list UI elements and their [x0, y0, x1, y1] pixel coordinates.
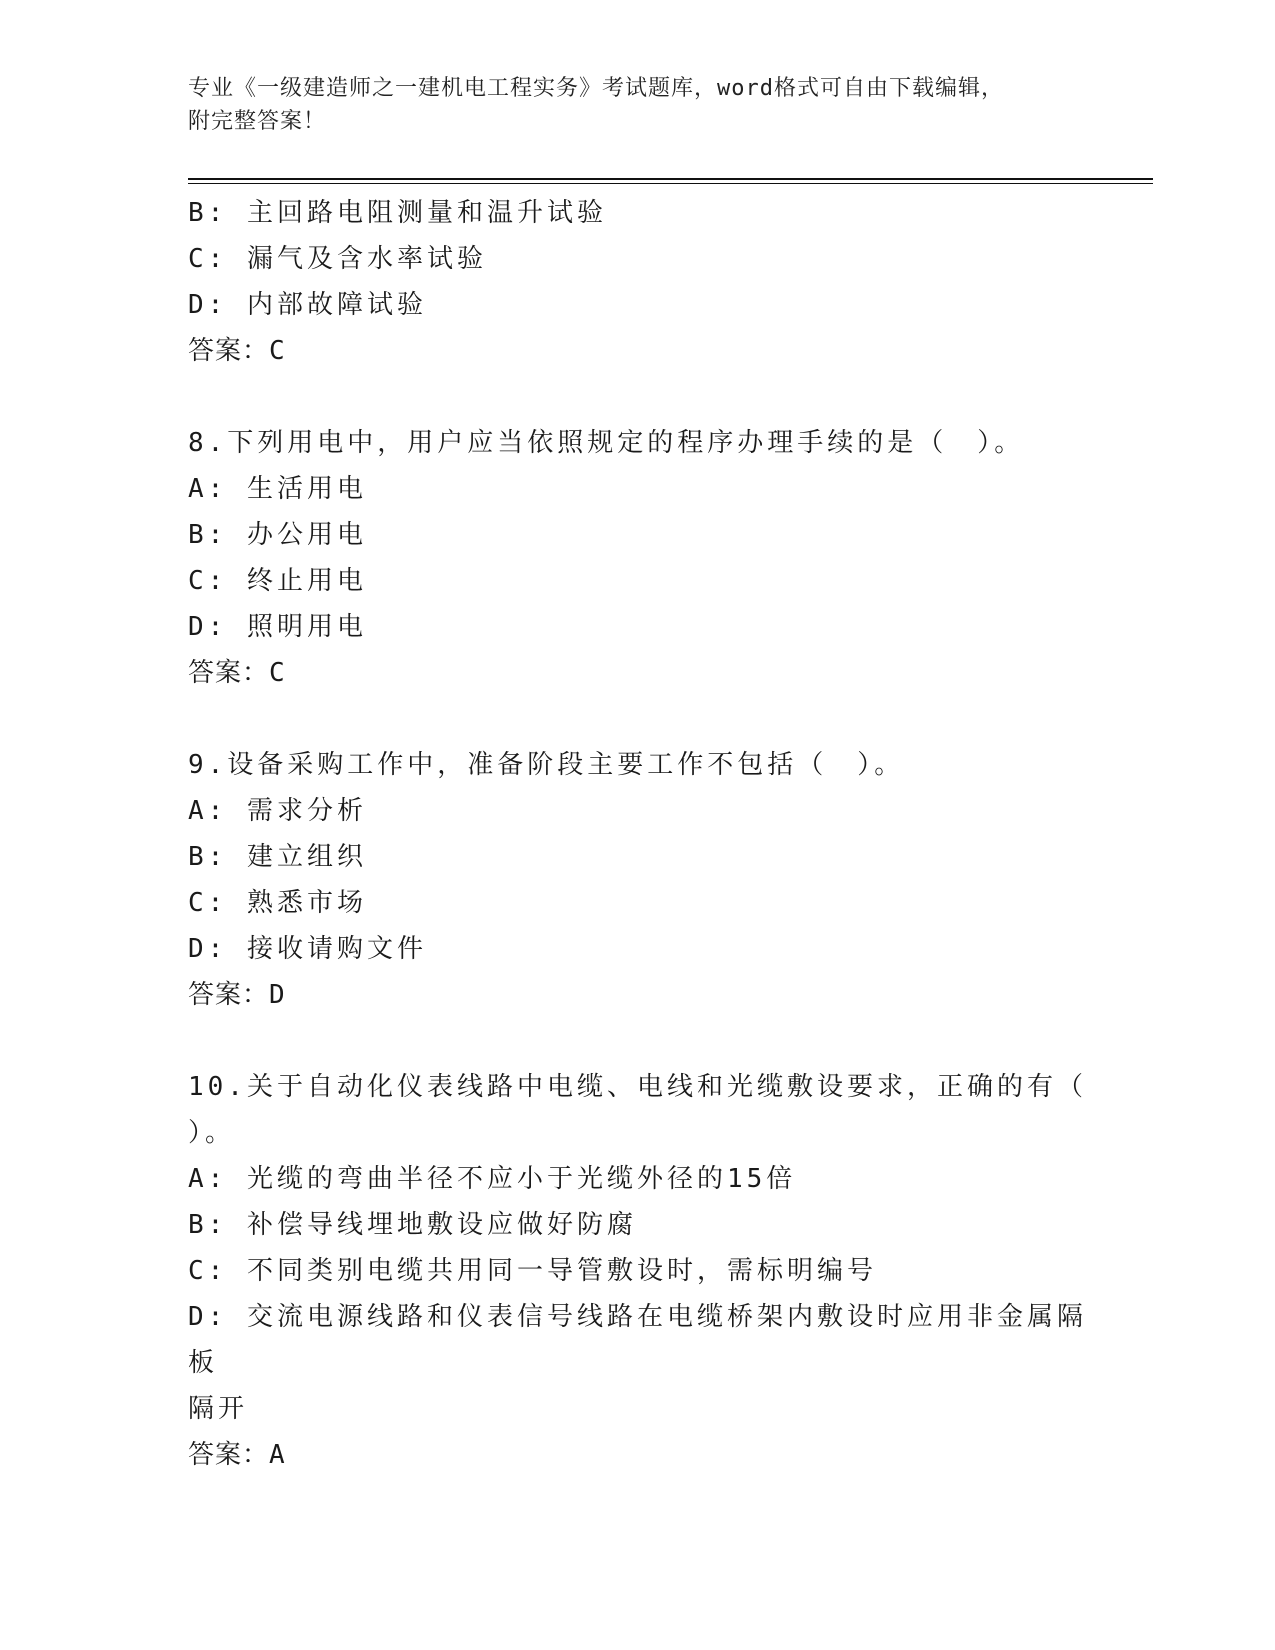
answer-value: C — [269, 336, 286, 366]
answer-value: D — [269, 980, 286, 1010]
answer-line — [188, 650, 1088, 696]
document-header — [188, 72, 1068, 138]
answer-label: 答案： — [188, 336, 270, 366]
header-line-1: 专业《一级建造师之一建机电工程实务》考试题库，word格式可自由下载编辑， — [188, 76, 1004, 101]
question-10 — [188, 1064, 1088, 1478]
answer-value: C — [269, 658, 286, 688]
option-c: C: 终止用电 — [188, 566, 367, 596]
answer-value: A — [269, 1440, 286, 1470]
header-line-2: 附完整答案！ — [188, 109, 327, 134]
option-c: C: 漏气及含水率试验 — [188, 244, 487, 274]
answer-label: 答案： — [188, 1440, 270, 1470]
spacer — [188, 374, 1088, 420]
option-c: C: 熟悉市场 — [188, 888, 367, 918]
question-list — [188, 190, 1088, 1478]
question-stem: 10.关于自动化仪表线路中电缆、电线和光缆敷设要求，正确的有（ — [188, 1072, 1087, 1102]
spacer — [188, 696, 1088, 742]
option-a: A: 光缆的弯曲半径不应小于光缆外径的15倍 — [188, 1164, 797, 1194]
option-d: D: 接收请购文件 — [188, 934, 427, 964]
answer-line — [188, 328, 1088, 374]
option-d: D: 内部故障试验 — [188, 290, 427, 320]
option-b: B: 办公用电 — [188, 520, 367, 550]
question-7-continued — [188, 190, 1088, 374]
question-stem: 9.设备采购工作中，准备阶段主要工作不包括（ ）。 — [188, 750, 905, 780]
option-b: B: 建立组织 — [188, 842, 367, 872]
answer-label: 答案： — [188, 658, 270, 688]
question-9 — [188, 742, 1088, 1018]
question-stem-continued: ）。 — [188, 1118, 236, 1148]
option-d: D: 照明用电 — [188, 612, 367, 642]
option-d-continued: 隔开 — [188, 1394, 249, 1424]
option-a: A: 生活用电 — [188, 474, 367, 504]
option-a: A: 需求分析 — [188, 796, 367, 826]
question-stem: 8.下列用电中，用户应当依照规定的程序办理手续的是（ ）。 — [188, 428, 1025, 458]
header-divider-thick — [188, 178, 1153, 180]
answer-line — [188, 1432, 1088, 1478]
option-d: D: 交流电源线路和仪表信号线路在电缆桥架内敷设时应用非金属隔板 — [188, 1302, 1087, 1378]
answer-line — [188, 972, 1088, 1018]
header-divider-thin — [188, 183, 1153, 184]
answer-label: 答案： — [188, 980, 270, 1010]
option-b: B: 主回路电阻测量和温升试验 — [188, 198, 607, 228]
question-8 — [188, 420, 1088, 696]
option-c: C: 不同类别电缆共用同一导管敷设时，需标明编号 — [188, 1256, 877, 1286]
option-b: B: 补偿导线埋地敷设应做好防腐 — [188, 1210, 637, 1240]
spacer — [188, 1018, 1088, 1064]
